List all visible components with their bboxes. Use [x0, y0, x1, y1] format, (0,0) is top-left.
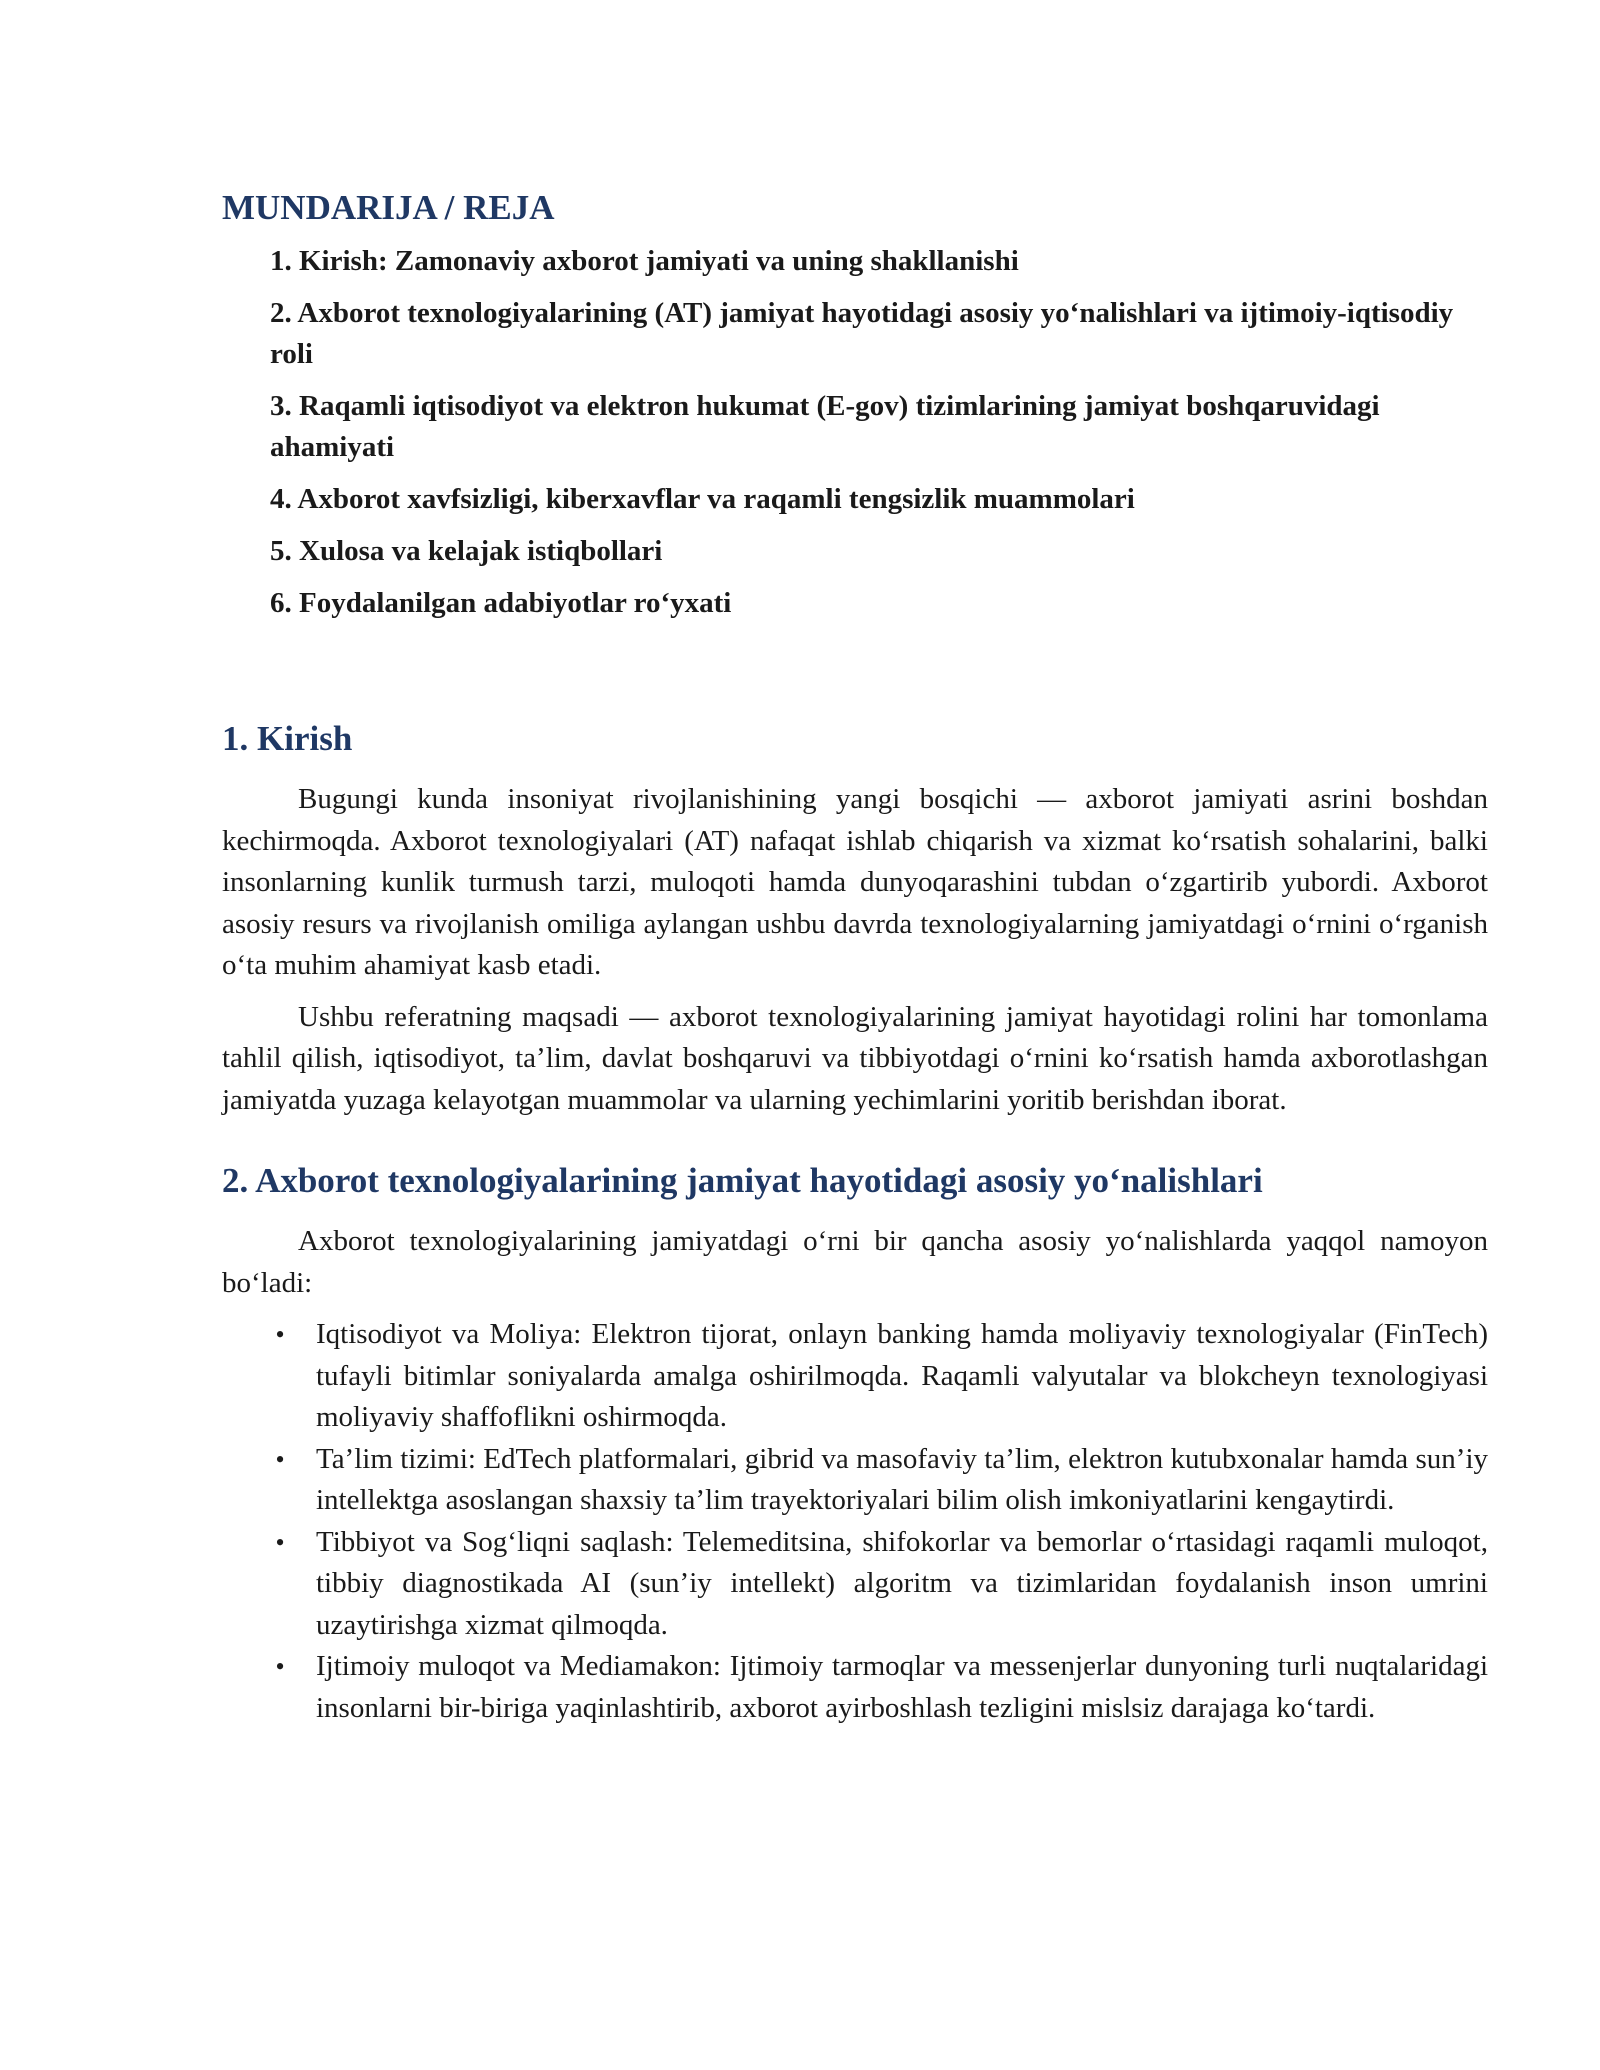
section-2-bullet-list — [222, 1314, 1488, 1729]
toc-item: 6. Foydalanilgan adabiyotlar ro‘yxati — [270, 587, 732, 619]
toc-item: 3. Raqamli iqtisodiyot va elektron hukumat (E-gov) tizimlarining jamiyat boshqaruvidagi ahamiyati — [270, 390, 1380, 463]
toc-title: MUNDARIJA / REJA — [222, 188, 555, 227]
bullet-item — [222, 1646, 1488, 1729]
bullet-icon: • — [275, 1652, 285, 1681]
section-1-heading: 1. Kirish — [222, 719, 353, 758]
section-1-paragraph: Bugungi kunda insoniyat rivojlanishining yangi bosqichi — axborot jamiyati asrini boshdan kechirmoqda. Axborot texnologiyalari (AT) nafaqat ishlab chiqarish va xizmat ko‘rsatish sohalarini, balki insonlarning kunlik turmush tarzi, muloqoti hamda dunyoqarashini tubdan o‘zgartirib yubordi. Axborot asosiy resurs va rivojlanish omiliga aylangan ushbu davrda texnologiyalarning jamiyatdagi o‘rnini o‘rganish o‘ta muhim ahamiyat kasb etadi. — [222, 783, 1488, 981]
bullet-icon: • — [275, 1527, 285, 1557]
bullet-item — [222, 1439, 1488, 1522]
document-content — [222, 185, 1488, 1729]
bullet-text: Ta’lim tizimi: EdTech platformalari, gibrid va masofaviy ta’lim, elektron kutubxonalar hamda sun’iy intellektga asoslangan shaxsiy ta’lim trayektoriyalari bilim olish imkoniyatlarini kengaytirdi. — [316, 1442, 1488, 1516]
toc-item: 2. Axborot texnologiyalarining (AT) jamiyat hayotidagi asosiy yo‘nalishlari va ijtimoiy-iqtisodiy roli — [270, 297, 1454, 370]
bullet-item — [222, 1522, 1488, 1647]
bullet-text: Ijtimoiy muloqot va Mediamakon: Ijtimoiy tarmoqlar va messenjerlar dunyoning turli nuqtalaridagi insonlarni bir-biriga yaqinlashtirib, axborot ayirboshlash tezligini mislsiz darajaga ko‘tardi. — [316, 1650, 1488, 1724]
bullet-text: Tibbiyot va Sog‘liqni saqlash: Telemeditsina, shifokorlar va bemorlar o‘rtasidagi raqamli muloqot, tibbiy diagnostikada AI (sun’iy intellekt) algoritm va tizimlaridan foydalanish inson umrini uzaytirishga xizmat qilmoqda. — [316, 1525, 1488, 1641]
toc-item: 1. Kirish: Zamonaviy axborot jamiyati va uning shakllanishi — [270, 245, 1019, 277]
section-2-intro: Axborot texnologiyalarining jamiyatdagi o‘rni bir qancha asosiy yo‘nalishlarda yaqqol namoyon bo‘ladi: — [222, 1225, 1488, 1299]
bullet-item — [222, 1314, 1488, 1439]
bullet-icon: • — [275, 1444, 285, 1474]
section-1-paragraph: Ushbu referatning maqsadi — axborot texnologiyalarining jamiyat hayotidagi rolini har tomonlama tahlil qilish, iqtisodiyot, ta’lim, davlat boshqaruvi va tibbiyotdagi o‘rnini ko‘rsatish hamda axborotlashgan jamiyatda yuzaga kelayotgan muammolar va ularning yechimlarini yoritib berishdan iborat. — [222, 1000, 1488, 1116]
bullet-icon: • — [275, 1320, 285, 1349]
toc-list — [222, 241, 1488, 624]
toc-item: 4. Axborot xavfsizligi, kiberxavflar va raqamli tengsizlik muammolari — [270, 483, 1135, 515]
section-2-heading: 2. Axborot texnologiyalarining jamiyat hayotidagi asosiy yo‘nalishlari — [222, 1161, 1263, 1200]
bullet-text: Iqtisodiyot va Moliya: Elektron tijorat, onlayn banking hamda moliyaviy texnologiyalar (FinTech) tufayli bitimlar soniyalarda amalga oshirilmoqda. Raqamli valyutalar va blokcheyn texnologiyasi moliyaviy shaffoflikni oshirmoqda. — [316, 1318, 1488, 1433]
toc-item: 5. Xulosa va kelajak istiqbollari — [270, 535, 663, 567]
